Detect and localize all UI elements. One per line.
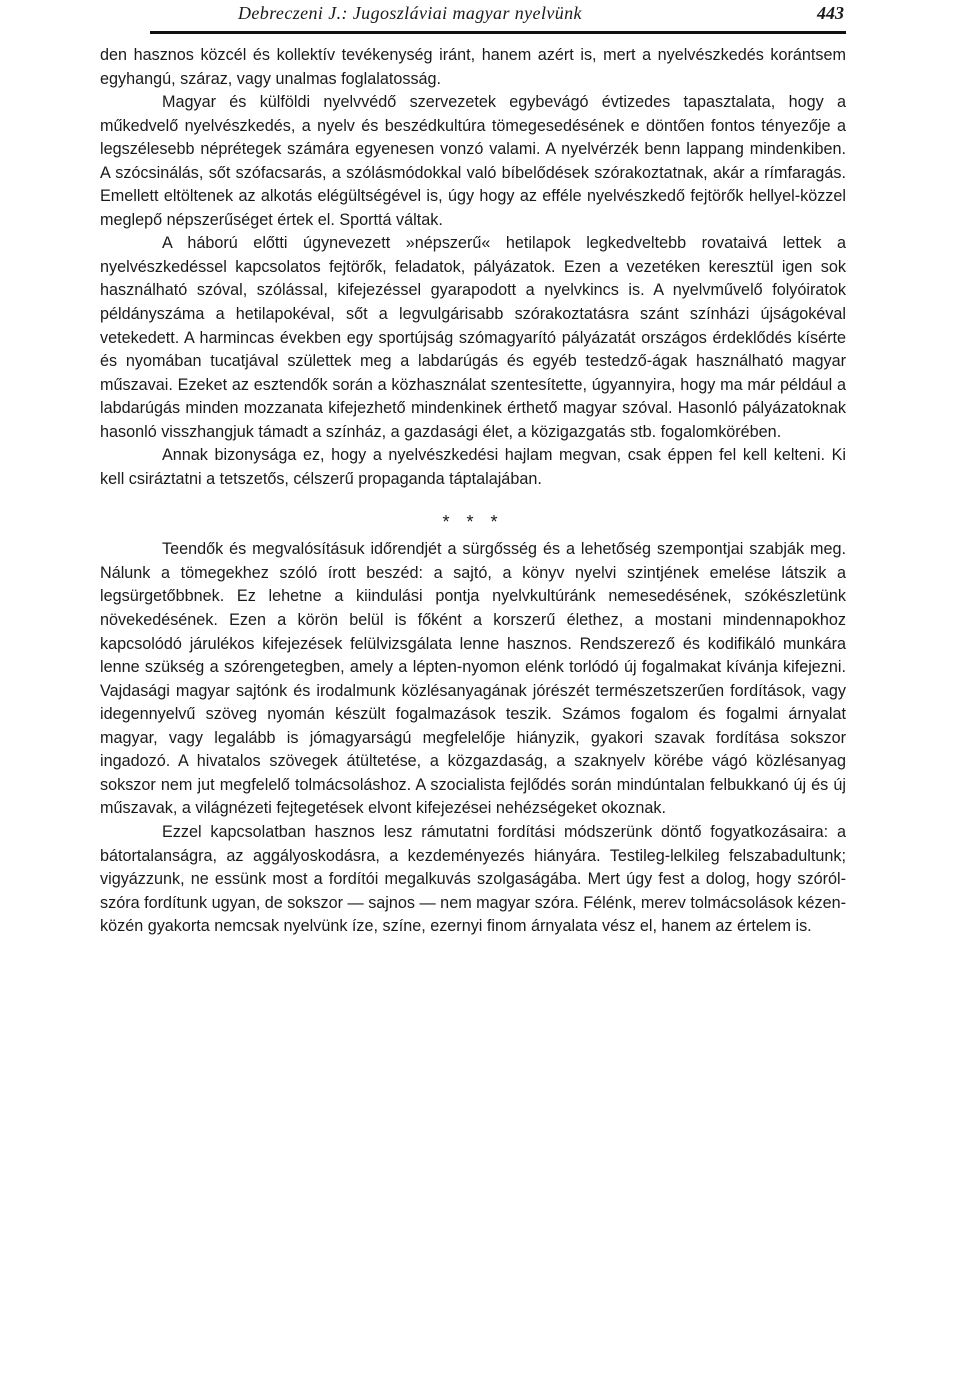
paragraph: Ezzel kapcsolatban hasznos lesz rámutatni fordítási módszerünk döntő fogyatkozásaira: a bátortalanságra, az aggályoskodásra, a kezdeményezés hiányára. Testileg-lelkileg felszabadultunk; vigyázzunk, ne essünk most a fordítói megalkuvás szolgaságába. Mert úgy fest a dolog, hogy szóról-szóra fordítunk ugyan, de sokszor — sajnos — nem magyar szóra. Félénk, merev tolmácsolások kézen-közén gyakorta nemcsak nyelvünk íze, színe, ezernyi finom árnyalata vész el, hanem az értelem is. <box>100 822 846 936</box>
body-text <box>100 44 846 939</box>
header-rule <box>150 31 846 34</box>
page-number: 443 <box>817 3 844 23</box>
paragraph: Magyar és külföldi nyelvvédő szervezetek egybevágó évtizedes tapasztalata, hogy a műkedvelő nyelvészkedés, a nyelv és beszédkultúra tömegesedésének e döntően fontos tényezője a legszélesebb néprétegek számára egyenesen vonzó valami. A nyelvérzék benn lappang mindenkiben. A szócsinálás, sőt szófacsarás, a szólásmódokkal való bíbelődések szórakoztatnak, akár a rímfaragás. Emellett eltöltenek az alkotás elégültségével is, úgy hogy az efféle nyelvészkedő fejtörők hellyel-közzel meglepő népszerűséget értek el. Sporttá váltak. <box>100 93 846 229</box>
running-title: Debreczeni J.: Jugoszláviai magyar nyelvünk <box>238 3 582 23</box>
section-separator: * * * <box>442 512 504 533</box>
paragraph: Teendők és megvalósításuk időrendjét a sürgősség és a lehetőség szempontjai szabják meg. Nálunk a tömegekhez szóló írott beszéd: a sajtó, a könyv nyelvi szintjének emelése látszik a legsürgetőbbnek. Ez lehetne a kiindulási pontja nyelvkultúránk nemesedésének, szókészletünk növekedésének. Ezen a körön belül is főként a korszerű élethez, a mostani mindennapokhoz kapcsolódó járulékos kifejezések felülvizsgálata lenne hasznos. Rendszerező és kodifikáló munkára lenne szükség a szórengetegben, amely a lépten-nyomon elénk torlódó új fogalmakat kívánja kifejezni. Vajdasági magyar sajtónk és irodalmunk közlésanyagának jórészét természetszerűen fordítások, vagy idegennyelvű szöveg nyomán készült fogalmazások teszik. Számos fogalom és fogalmi árnyalat magyar, vagy legalább is jómagyarságú megfelelője hiányzik, gyakori szavak fordítása sokszor ingadozó. A hivatalos szövegek átültetése, a közgazdaság, a szaknyelv körébe vágó közlésanyag sokszor nem jut megfelelő tolmácsoláshoz. A szocialista fejlődés során mindúntalan felbukkanó új és új műszavak, a világnézeti fejtegetések elvont kifejezései nehézségeket okoznak. <box>100 540 846 818</box>
paragraph: A háború előtti úgynevezett »népszerű« hetilapok legkedveltebb rovataivá lettek a nyelvészkedéssel kapcsolatos fejtörők, feladatok, pályázatok. Ezen a vezetéken keresztül igen sok használható szóval, szólással, kifejezéssel gyarapodott a nyelvkincs is. A nyelvművelő folyóiratok példányszáma a hetilapokéval, sőt a legvulgárisabb szórakoztatásra szánt színházi újságokéval vetekedett. A harmincas években egy sportújság szómagyarító pályázatát országos érdeklődés kísérte és nyomában tucatjával születtek meg a labdarúgás és egyéb testedző-ágak használható magyar műszavai. Ezeket az esztendők során a közhasználat szentesítette, úgyannyira, hogy ma már például a labdarúgás minden mozzanata kifejezhető mindenkinek érthető magyar szóval. Hasonló pályázatoknak hasonló visszhangjuk támadt a színház, a gazdasági élet, a közigazgatás stb. fogalomkörében. <box>100 234 846 441</box>
paragraph: Annak bizonysága ez, hogy a nyelvészkedési hajlam megvan, csak éppen fel kell kelteni. Ki kell csiráztatni a tetszetős, célszerű propaganda táptalajában. <box>100 446 846 488</box>
paragraph-continued: den hasznos közcél és kollektív tevékenység iránt, hanem azért is, mert a nyelvészkedés korántsem egyhangú, száraz, vagy unalmas foglalatosság. <box>100 46 846 88</box>
running-head <box>238 0 844 30</box>
